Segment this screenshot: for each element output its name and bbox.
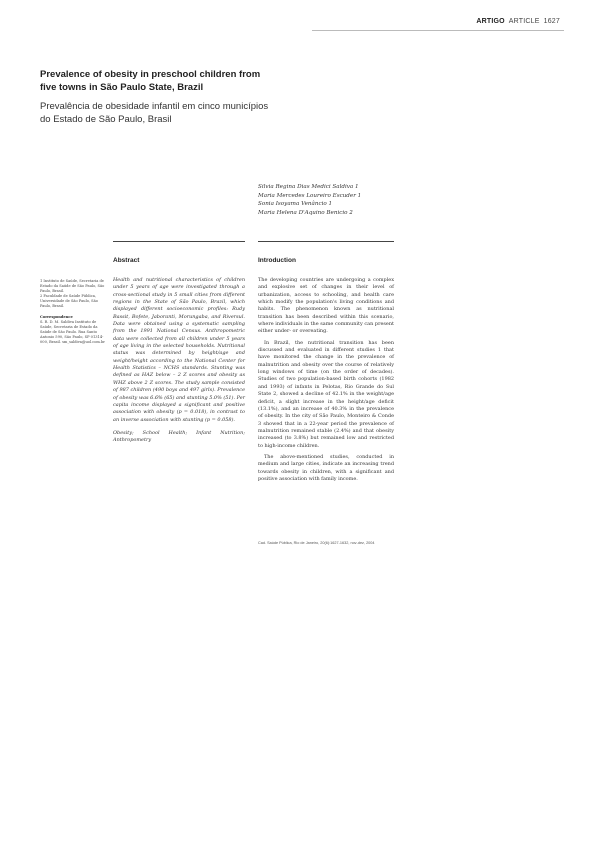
introduction-rule [258,241,394,242]
abstract-heading: Abstract [113,257,140,264]
journal-citation-footer: Cad. Saúde Pública, Rio de Janeiro, 20(6):1627-1632, nov-dez, 2004 [258,541,375,545]
author-list [258,183,458,217]
author-name: Maria Helena D'Aquino Benicio 2 [258,209,353,216]
introduction-body [258,277,394,487]
correspondence-heading: Correspondence [40,314,73,319]
header-article: ARTICLE [508,18,540,25]
affiliation: 1 Instituto de Saúde, Secretaria de Estado da Saúde de São Paulo, São Paulo, Brasil. [40,279,105,294]
paragraph: The above-mentioned studies, conducted in medium and large cities, indicate an increasing trend towards obesity in children, with a significant and positive association with family income. [258,453,394,482]
title-portuguese: Prevalência de obesidade infantil em cinco municípios do Estado de São Paulo, Brasil [40,101,269,125]
author-name: Sonia Isoyama Venâncio 1 [258,201,333,207]
title-english: Prevalence of obesity in preschool children from five towns in São Paulo State, Brazil [40,69,261,93]
header-artigo: ARTIGO [476,18,505,25]
header-rule [312,30,564,31]
paragraph: In Brazil, the nutritional transition has been discussed and evaluated in different studies 1 that have monitored the change in the prevalence of malnutrition and obesity over the course of relatively long windows of time (on the order of decades). Studies of two population-based birth cohorts (1982 and 1993) of infants in Pelotas, Rio Grande do Sul State 2, showed a decline of 42.1% in the weight/age deficit, a slight increase in the height/age deficit (13.1%), and an increase of 40.3% in the prevalence of obesity. In the city of São Paulo, Monteiro & Conde 3 showed that in a 22-year period the prevalence of malnutrition remained stable (2.4%) and that obesity increased (to 3.8%) but remained low and restricted to high-income children. [258,339,394,449]
affiliation: 2 Faculdade de Saúde Pública, Universidade de São Paulo, São Paulo, Brasil. [40,294,98,309]
introduction-heading: Introduction [258,257,296,264]
paragraph: The developing countries are undergoing a complex and explosive set of changes in their level of urbanization, access to schooling, and health care which modify the population's living conditions and habits. The phenomenon known as nutritional transition has been described within this scenario, where individuals in the same community can present either under- or overeating. [258,277,394,335]
abstract-rule [113,241,245,242]
running-header [476,18,560,25]
correspondence-address: S. R. D. M. Saldiva Instituto de Saúde, Secretaria de Estado da Saúde de São Paulo. Rua Santo Antonio 590, São Paulo, SP 01314-000, Brasil. sm_saldiva@uol.com.br [40,319,105,345]
author-name: Maria Mercedes Loureiro Escuder 1 [258,192,362,199]
abstract-text: Health and nutritional characteristics of children under 5 years of age were investigated through a cross-sectional study in 5 small cities from different regions in the State of São Paulo, Brazil, which displayed different socioeconomic profiles: Rudy Bassit, Bofete, Jaboranti, Morungaba, and Riversul. Data were obtained using a systematic sampling from the 1991 National Census. Anthropometric data were collected from all children under 5 years of age living in the selected households. Nutritional status was determined by height/age and weight/height according to the National Center for Health Statistics – NCHS standards. Stunting was defined as HAZ below – 2 Z scores and obesity as WHZ above 2 Z scores. The study sample consisted of 987 children (490 boys and 497 girls). Prevalence of obesity was 6.6% (65) and stunting 5.0% (51). Per capita income displayed a significant and positive association with obesity (p = 0.018), in contrast to an inverse association with stunting (p = 0.058). [113,277,245,423]
abstract [113,277,245,445]
author-name: Silvia Regina Dias Medici Saldiva 1 [258,184,359,190]
page-number: 1627 [543,18,560,25]
keywords: Obesity; School Health; Infant Nutrition; Anthropometry [113,429,245,444]
affiliations [40,279,108,345]
